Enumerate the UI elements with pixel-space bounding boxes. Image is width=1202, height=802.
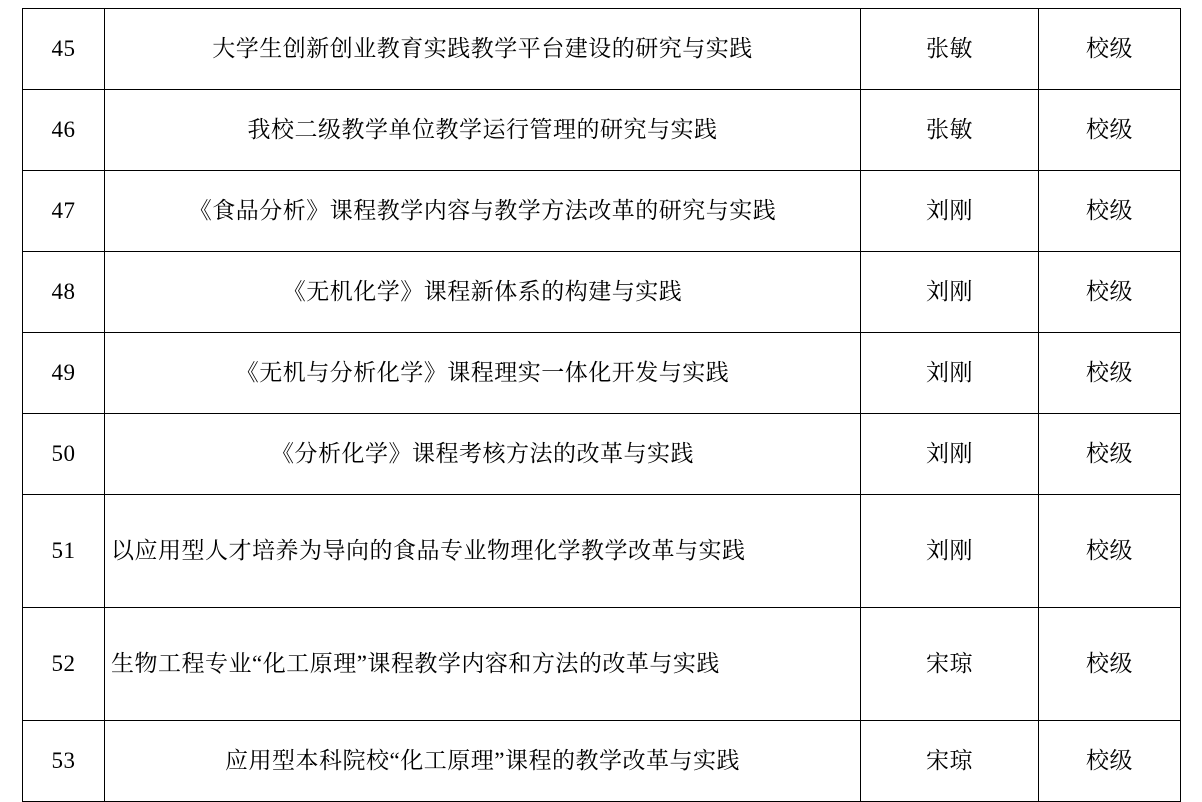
cell-person: 宋琼 — [861, 721, 1039, 802]
cell-level: 校级 — [1039, 333, 1181, 414]
cell-person: 张敏 — [861, 90, 1039, 171]
table-row — [23, 90, 1181, 171]
cell-level: 校级 — [1039, 252, 1181, 333]
cell-index: 45 — [23, 9, 105, 90]
cell-title: 生物工程专业“化工原理”课程教学内容和方法的改革与实践 — [105, 608, 861, 721]
cell-index: 46 — [23, 90, 105, 171]
cell-title: 《食品分析》课程教学内容与教学方法改革的研究与实践 — [105, 171, 861, 252]
project-list-table — [22, 8, 1181, 802]
table-row — [23, 252, 1181, 333]
cell-person: 刘刚 — [861, 171, 1039, 252]
cell-person: 刘刚 — [861, 414, 1039, 495]
cell-title: 我校二级教学单位教学运行管理的研究与实践 — [105, 90, 861, 171]
table-row — [23, 414, 1181, 495]
cell-person: 宋琼 — [861, 608, 1039, 721]
table-row — [23, 608, 1181, 721]
cell-index: 51 — [23, 495, 105, 608]
cell-index: 47 — [23, 171, 105, 252]
table-row — [23, 333, 1181, 414]
cell-level: 校级 — [1039, 90, 1181, 171]
cell-person: 张敏 — [861, 9, 1039, 90]
cell-title: 《无机与分析化学》课程理实一体化开发与实践 — [105, 333, 861, 414]
cell-index: 53 — [23, 721, 105, 802]
cell-person: 刘刚 — [861, 495, 1039, 608]
cell-level: 校级 — [1039, 9, 1181, 90]
cell-level: 校级 — [1039, 608, 1181, 721]
cell-level: 校级 — [1039, 721, 1181, 802]
cell-title: 应用型本科院校“化工原理”课程的教学改革与实践 — [105, 721, 861, 802]
cell-title: 《无机化学》课程新体系的构建与实践 — [105, 252, 861, 333]
cell-index: 49 — [23, 333, 105, 414]
cell-level: 校级 — [1039, 414, 1181, 495]
cell-title: 《分析化学》课程考核方法的改革与实践 — [105, 414, 861, 495]
cell-index: 52 — [23, 608, 105, 721]
table-row — [23, 9, 1181, 90]
cell-title: 大学生创新创业教育实践教学平台建设的研究与实践 — [105, 9, 861, 90]
cell-person: 刘刚 — [861, 333, 1039, 414]
table-row — [23, 721, 1181, 802]
cell-level: 校级 — [1039, 171, 1181, 252]
cell-index: 48 — [23, 252, 105, 333]
cell-title: 以应用型人才培养为导向的食品专业物理化学教学改革与实践 — [105, 495, 861, 608]
table-row — [23, 495, 1181, 608]
cell-index: 50 — [23, 414, 105, 495]
cell-person: 刘刚 — [861, 252, 1039, 333]
table-body — [23, 9, 1181, 802]
cell-level: 校级 — [1039, 495, 1181, 608]
table-row — [23, 171, 1181, 252]
